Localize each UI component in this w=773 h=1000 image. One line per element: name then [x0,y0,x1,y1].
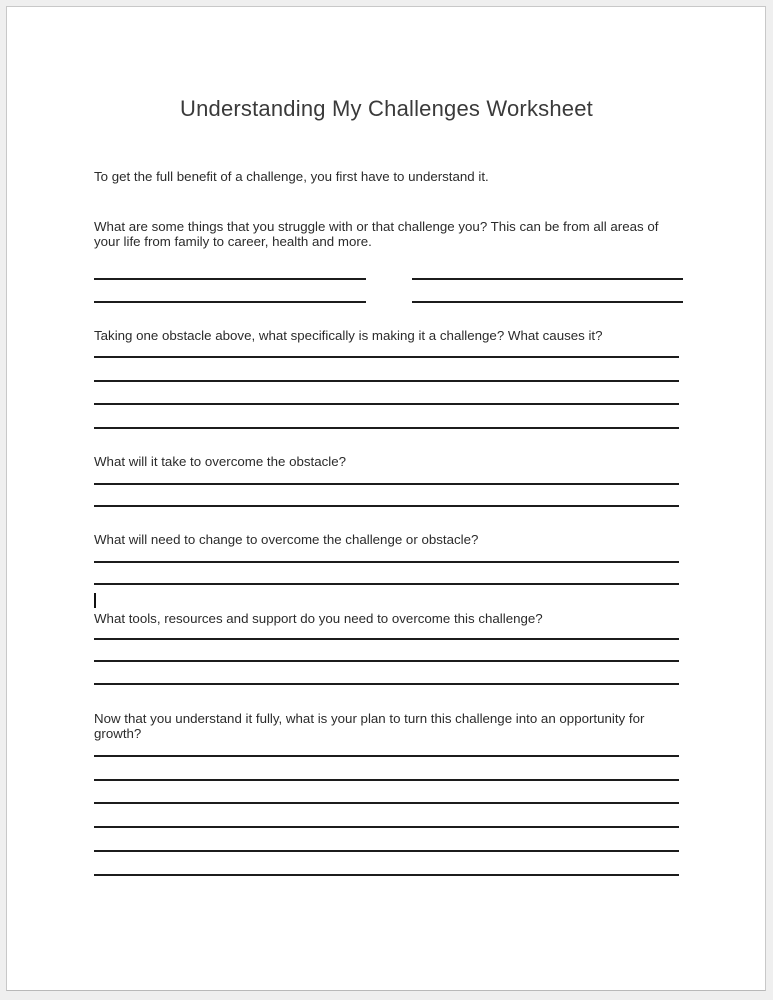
answer-line[interactable] [94,662,679,685]
answer-line[interactable] [94,617,679,640]
answer-area-overcome [94,463,679,507]
question-struggles [94,220,694,249]
answer-line[interactable] [94,563,679,585]
answer-line[interactable] [94,485,679,507]
answer-column-right [412,257,683,303]
answer-line[interactable] [94,640,679,663]
question-line: Now that you understand it fully, what is your plan to turn this challenge into an opportunity for [94,711,645,726]
question-line: What will need to change to overcome the challenge or obstacle? [94,532,479,547]
answer-line[interactable] [94,541,679,563]
question-line: What tools, resources and support do you need to overcome this challenge? [94,611,543,626]
answer-line[interactable] [412,257,683,280]
answer-area-change [94,541,679,585]
answer-area-cause [94,335,679,429]
answer-line[interactable] [94,781,679,805]
worksheet-title: Understanding My Challenges Worksheet [180,96,593,121]
intro-text [94,170,694,185]
answer-line[interactable] [94,280,366,303]
question-line: Taking one obstacle above, what specifically is making it a challenge? What causes it? [94,328,603,343]
answer-line[interactable] [94,335,679,358]
answer-line[interactable] [94,358,679,381]
answer-area-tools [94,617,679,685]
answer-area-struggles [94,257,679,307]
question-line: What are some things that you struggle with or that challenge you? This can be from all areas of [94,219,659,234]
answer-line[interactable] [94,828,679,852]
answer-line[interactable] [94,257,366,280]
answer-area-plan [94,733,679,876]
question-line: growth? [94,725,142,741]
answer-line[interactable] [94,852,679,876]
answer-line[interactable] [94,757,679,781]
text-cursor [94,593,96,608]
answer-line[interactable] [94,382,679,405]
answer-line[interactable] [94,733,679,757]
answer-line[interactable] [94,804,679,828]
intro-line: To get the full benefit of a challenge, you first have to understand it. [94,169,489,184]
answer-column-left [94,257,366,303]
question-line: your life from family to career, health and more. [94,233,372,249]
answer-line[interactable] [412,280,683,303]
answer-line[interactable] [94,463,679,485]
question-line: What will it take to overcome the obstacle? [94,454,347,469]
answer-line[interactable] [94,405,679,428]
